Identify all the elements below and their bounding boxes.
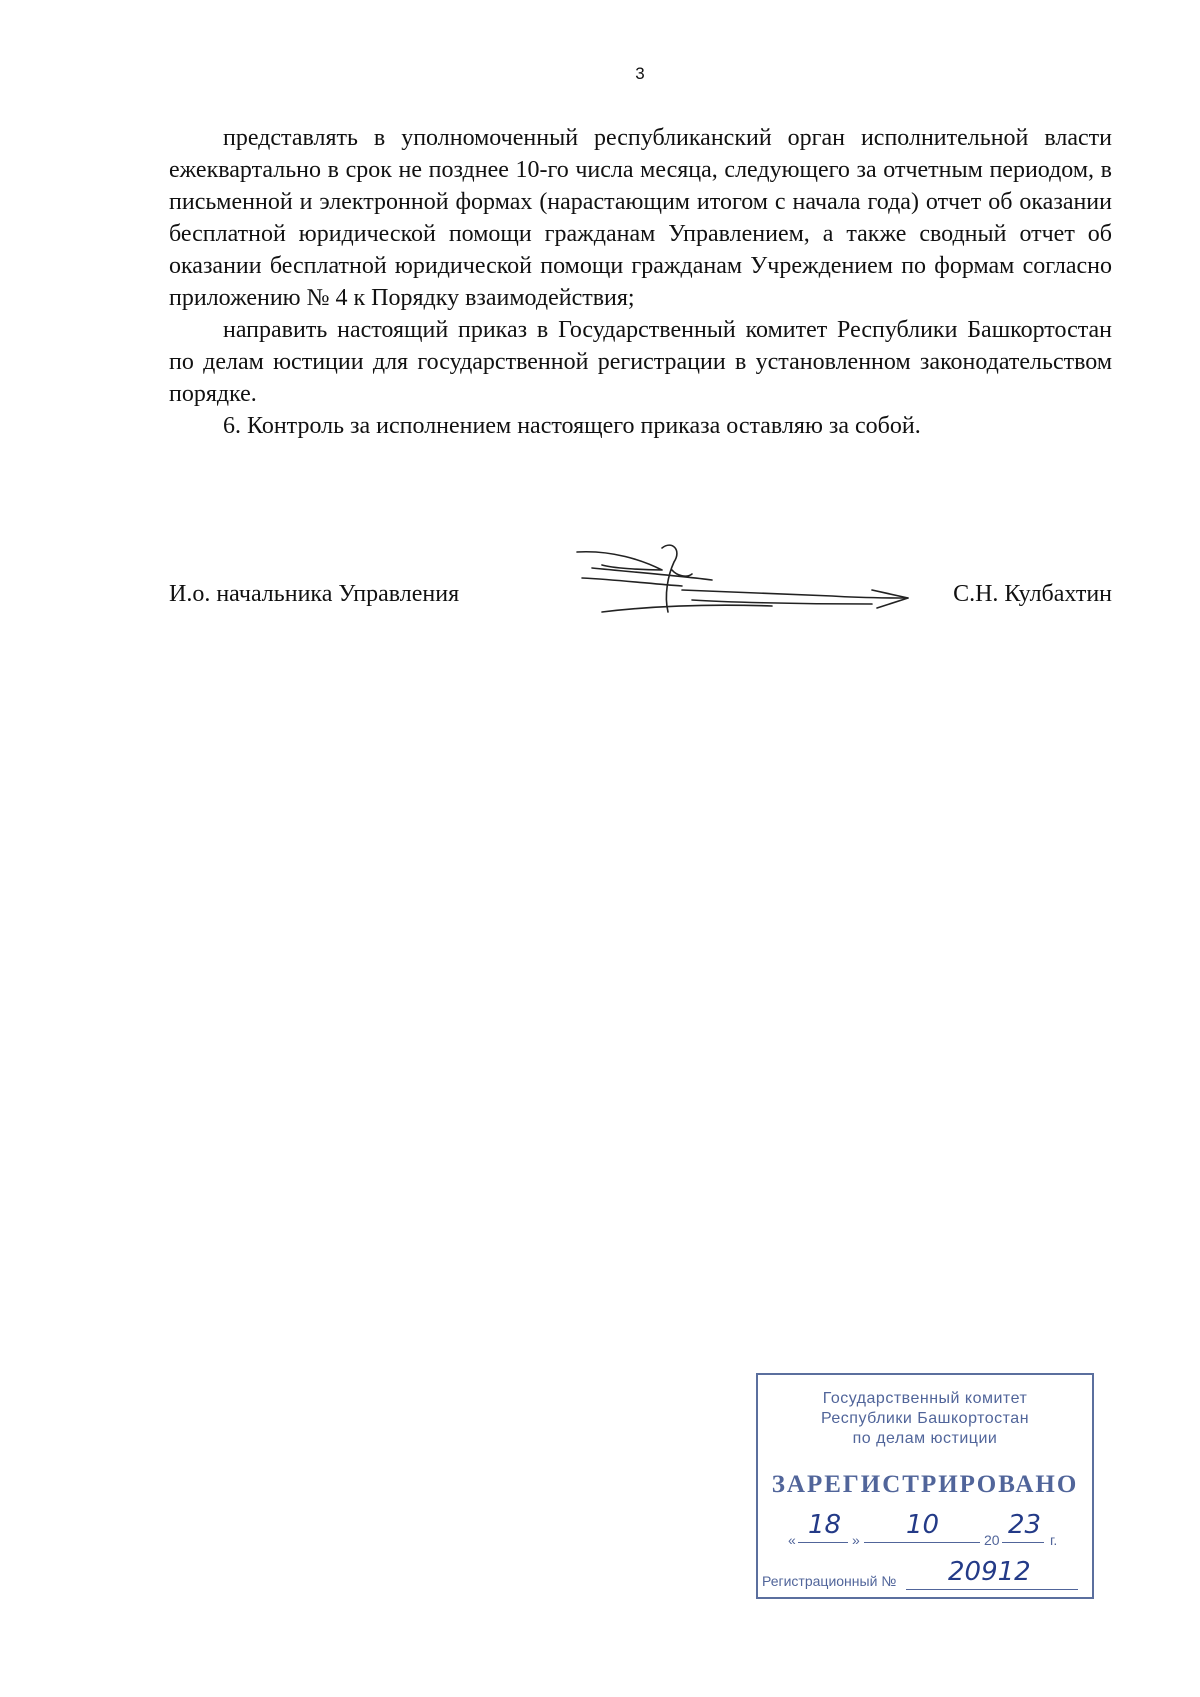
stamp-registration-number: 20912 [948, 1557, 1031, 1587]
stamp-registration [762, 1557, 1082, 1595]
paragraph-control-clause: 6. Контроль за исполнением настоящего приказа оставляю за собой. [223, 413, 921, 439]
paragraph-report-duty: представлять в уполномоченный республиканский орган исполнительной власти ежеквартально в срок не позднее 10-го числа месяца, следующего за отчетным периодом, в письменной и электронной формах (нарастающим итогом с начала года) отчет об оказании бесплатной юридической помощи гражданам Управлением, а также сводный отчет об оказании бесплатной юридической помощи гражданам Учреждением по формам согласно приложению № 4 к Порядку взаимодействия; [169, 125, 1112, 311]
stamp-year-underline [1002, 1542, 1044, 1543]
stamp-authority-line: по делам юстиции [852, 1430, 998, 1447]
stamp-close-quote: » [852, 1532, 860, 1548]
stamp-authority [758, 1389, 1092, 1449]
stamp-day-underline [798, 1542, 848, 1543]
handwritten-signature [572, 540, 912, 630]
stamp-open-quote: « [788, 1532, 796, 1548]
stamp-year-suffix: 23 [1008, 1510, 1042, 1540]
stamp-year-unit: г. [1050, 1532, 1058, 1548]
page-number: 3 [635, 64, 645, 83]
stamp-date [788, 1510, 1078, 1548]
stamp-day: 18 [808, 1510, 842, 1540]
paragraph-registration-duty: направить настоящий приказ в Государственный комитет Республики Башкортостан по делам юстиции для государственной регистрации в установленном законодательством порядке. [169, 317, 1112, 407]
stamp-registration-underline [906, 1589, 1078, 1590]
stamp-authority-line: Республики Башкортостан [820, 1410, 1030, 1427]
stamp-month: 10 [906, 1510, 940, 1540]
registration-stamp [756, 1373, 1094, 1599]
stamp-authority-line: Государственный комитет [822, 1390, 1028, 1407]
stamp-year-prefix: 20 [984, 1532, 1000, 1548]
stamp-status: ЗАРЕГИСТРИРОВАНО [771, 1471, 1079, 1498]
signer-position: И.о. начальника Управления [169, 581, 460, 607]
stamp-month-underline [864, 1542, 980, 1543]
document-body [169, 122, 1112, 442]
stamp-registration-label: Регистрационный № [762, 1573, 897, 1589]
signer-name: С.Н. Кулбахтин [953, 581, 1112, 607]
